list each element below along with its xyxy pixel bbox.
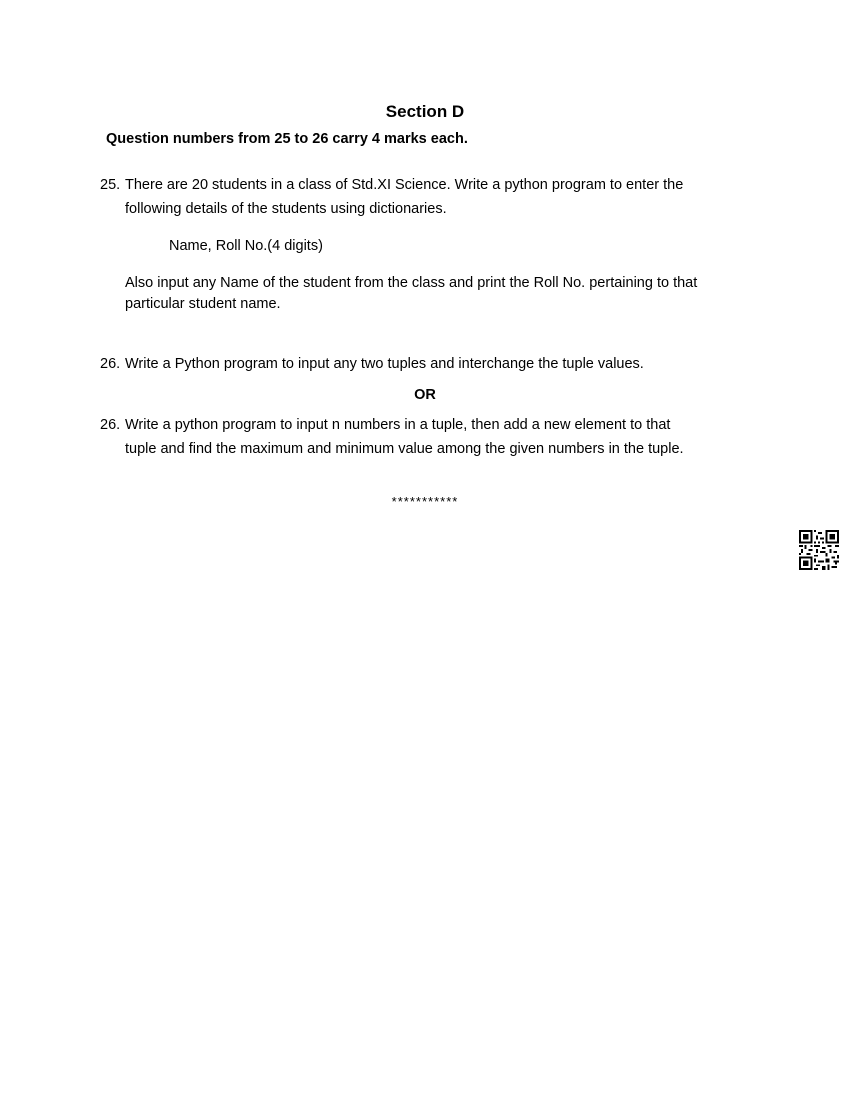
qr-code-icon [799, 530, 839, 570]
section-title: Section D [385, 102, 465, 121]
section-instruction: Question numbers from 25 to 26 carry 4 marks each. [106, 131, 468, 147]
question-26-alt-number: 26. [100, 417, 121, 433]
question-25-number: 25. [100, 177, 121, 193]
or-separator: OR [414, 387, 436, 403]
question-26-number: 26. [100, 356, 121, 372]
question-26-line-1: Write a Python program to input any two tuples and interchange the tuple values. [125, 356, 644, 372]
question-26-alt-line-1: Write a python program to input n numbers in a tuple, then add a new element to that [125, 417, 671, 433]
question-25-line-1: There are 20 students in a class of Std.XI Science. Write a python program to enter the [125, 177, 684, 193]
question-25-extra-line-1: Also input any Name of the student from the class and print the Roll No. pertaining to that [125, 275, 698, 291]
question-25-line-2: following details of the students using dictionaries. [125, 201, 447, 217]
end-marker: *********** [391, 494, 459, 509]
question-26-alt-line-2: tuple and find the maximum and minimum value among the given numbers in the tuple. [125, 441, 684, 457]
question-25-details: Name, Roll No.(4 digits) [169, 238, 323, 254]
question-25-extra-line-2: particular student name. [125, 296, 281, 312]
